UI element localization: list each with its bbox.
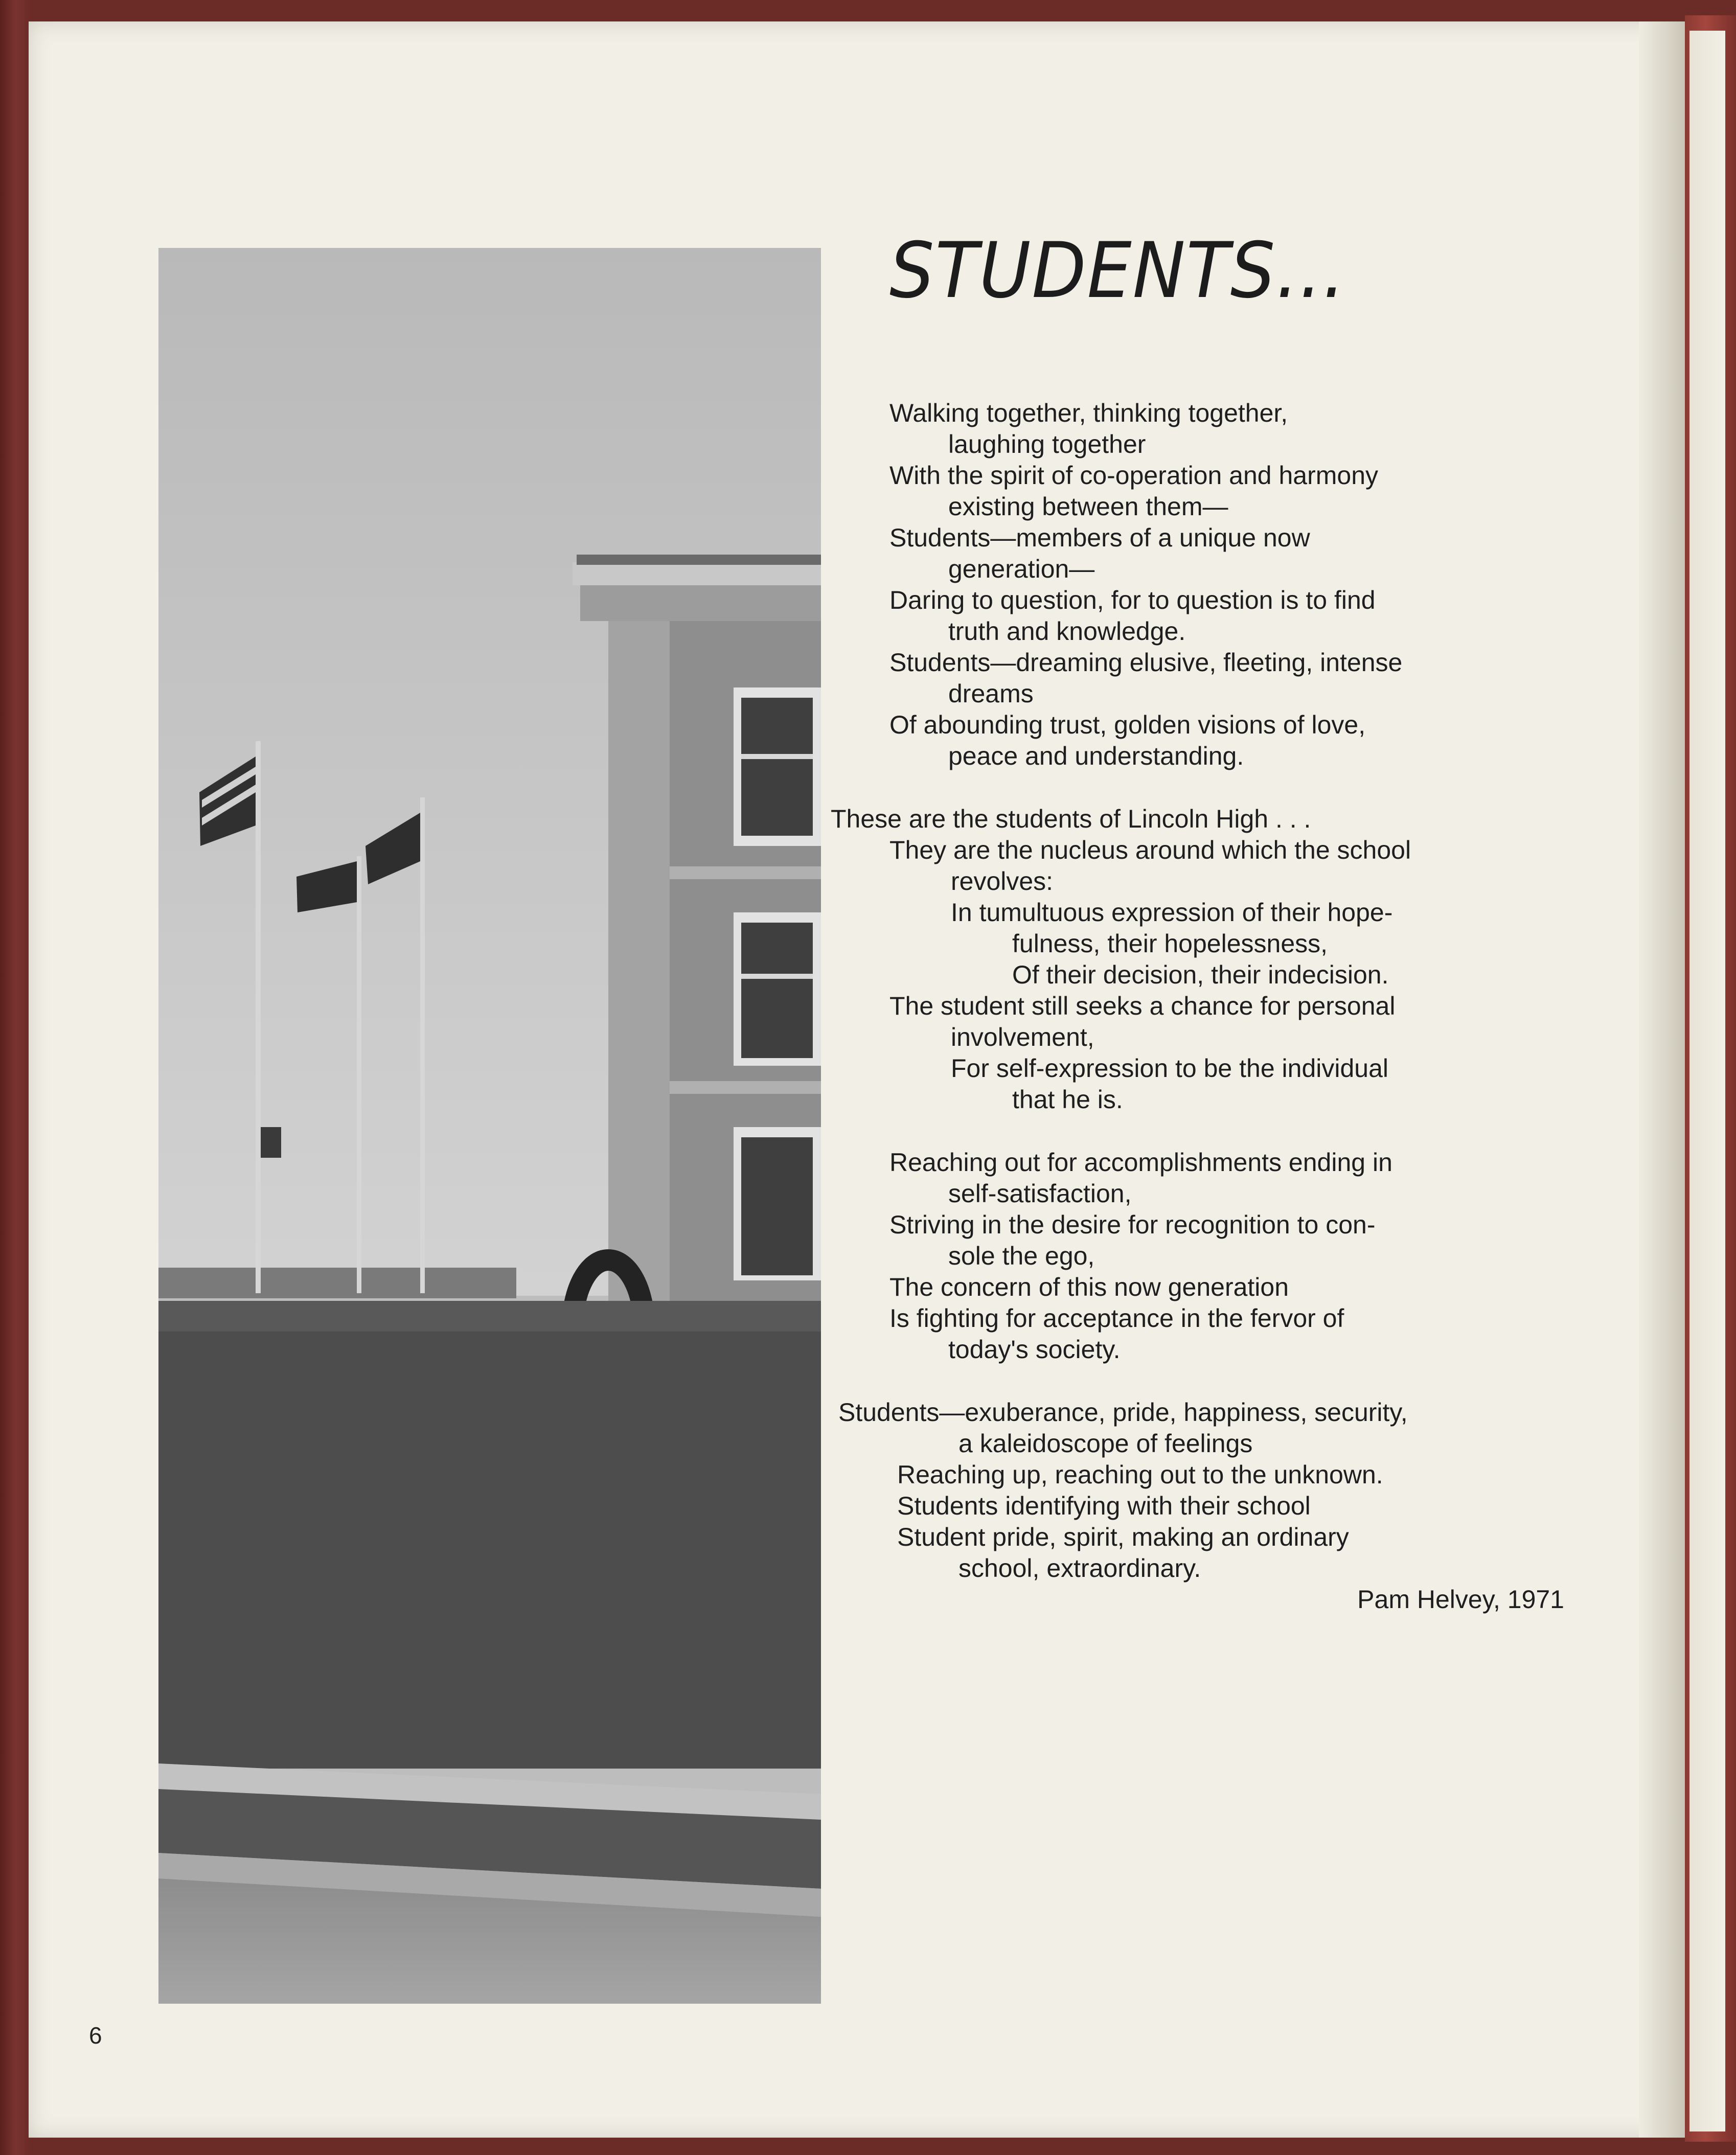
poem-line: Of their decision, their indecision. [1012,960,1389,989]
poem-line: Students identifying with their school [897,1492,1311,1520]
poem-line: Student pride, spirit, making an ordinary [897,1523,1349,1551]
poem-line: For self-expression to be the individual [951,1054,1389,1083]
poem-line: The concern of this now generation [889,1273,1289,1301]
poem-line: Reaching up, reaching out to the unknown. [897,1460,1383,1489]
poem-line: Striving in the desire for recognition to con- [889,1210,1376,1239]
page-heading: STUDENTS... [889,226,1346,315]
poem-line: They are the nucleus around which the school [889,836,1411,864]
poem-line: self-satisfaction, [948,1179,1132,1208]
poem-line: existing between them— [948,492,1228,521]
poem-line: Students—members of a unique now [889,523,1310,552]
facing-page-edge [1689,31,1725,2131]
poem-line: Students—dreaming elusive, fleeting, intense [889,648,1403,677]
poem-line: With the spirit of co-operation and harmony [889,461,1379,490]
poem-line: today's society. [948,1335,1121,1364]
poem-line: school, extraordinary. [958,1554,1201,1583]
poem-stanza [831,804,1569,1115]
school-photo [158,248,821,2004]
poem-line: Students—exuberance, pride, happiness, security, [838,1398,1408,1427]
poem-line: Is fighting for acceptance in the fervor of [889,1304,1344,1333]
poem-line: laughing together [948,430,1146,458]
poem-line: revolves: [951,867,1054,896]
poem-line: These are the students of Lincoln High . . . [831,805,1311,833]
photo-illustration [158,248,821,2004]
poem-stanza [838,1397,1569,1584]
poem-line: sole the ego, [948,1242,1095,1270]
poem-line: Daring to question, for to question is to find [889,586,1376,614]
poem-line: In tumultuous expression of their hope- [951,898,1393,927]
poem-line: generation— [948,555,1095,583]
poem-stanza [889,398,1569,772]
poem-line: Reaching out for accomplishments ending in [889,1148,1392,1177]
poem-line: a kaleidoscope of feelings [958,1429,1253,1458]
poem-stanza [889,1147,1569,1365]
poem-line: that he is. [1012,1085,1123,1114]
poem-line: Walking together, thinking together, [889,399,1288,427]
poem-line: involvement, [951,1023,1094,1051]
poem [831,398,1569,1615]
poem-line: peace and understanding. [948,742,1244,770]
poem-line: The student still seeks a chance for personal [889,992,1396,1020]
poem-line: dreams [948,679,1034,708]
poem-line: fulness, their hopelessness, [1012,929,1328,958]
school-building [573,555,821,1301]
page-gutter [1639,21,1685,2138]
page-number: 6 [89,2022,102,2049]
poem-line: truth and knowledge. [948,617,1186,646]
poem-line: Of abounding trust, golden visions of love, [889,710,1366,739]
poem-signature: Pam Helvey, 1971 [1357,1585,1564,1614]
